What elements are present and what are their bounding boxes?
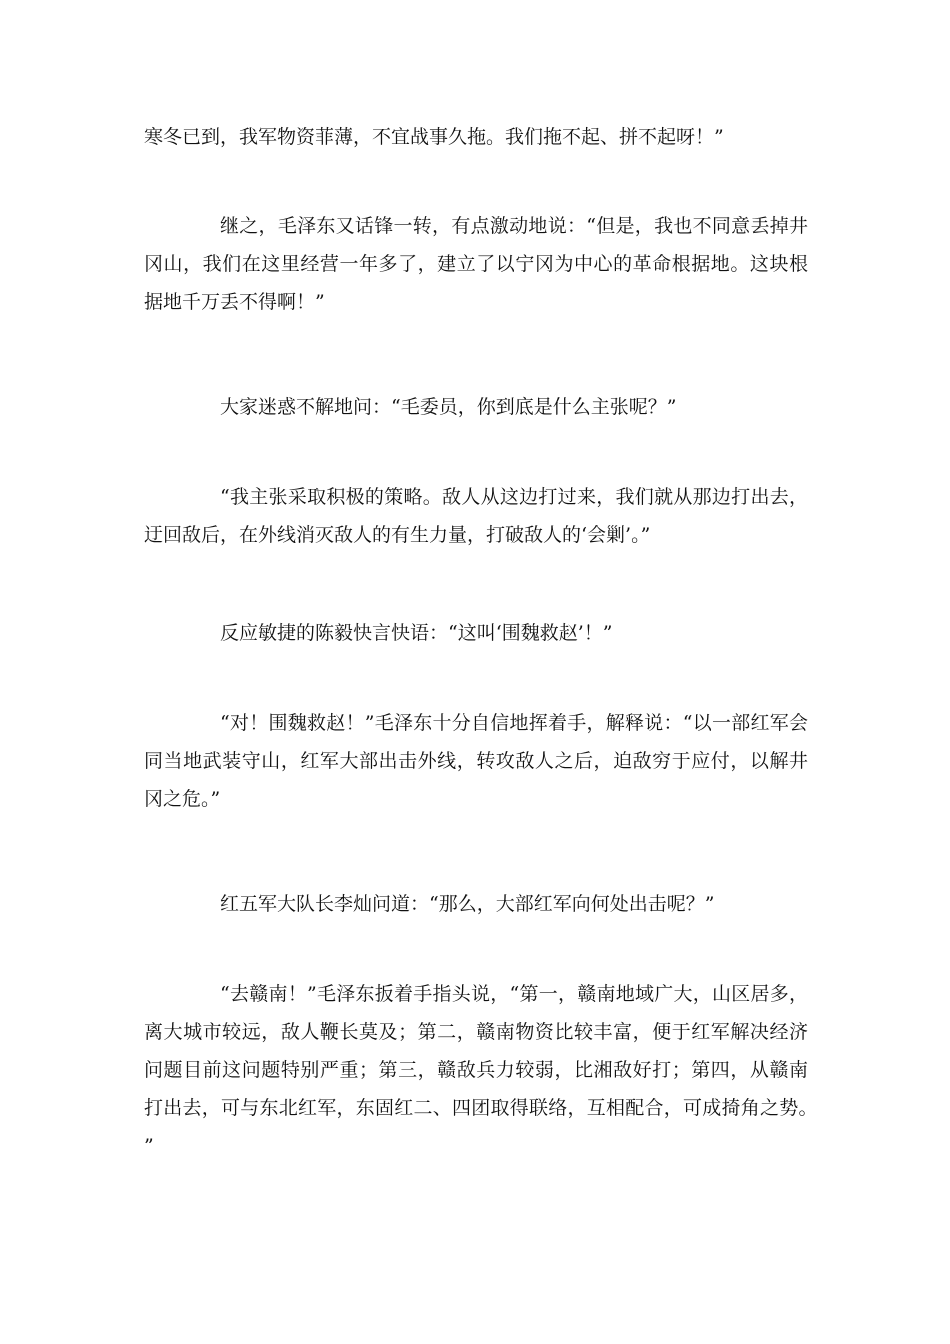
paragraph-2: 继之，毛泽东又话锋一转，有点激动地说：“但是，我也不同意丢掉井冈山，我们在这里经营一年多了，建立了以宁冈为中心的革命根据地。这块根据地千万丢不得啊！” (144, 215, 808, 313)
paragraph-5: 反应敏捷的陈毅快言快语：“这叫‘围魏救赵’！” (220, 622, 613, 644)
paragraph-4: “我主张采取积极的策略。敌人从这边打过来，我们就从那边打出去，迂回敌后，在外线消灭敌人的有生力量，打破敌人的‘会剿’。” (144, 486, 808, 546)
paragraph-8: “去赣南！”毛泽东扳着手指头说，“第一，赣南地域广大，山区居多，离大城市较远，敌人鞭长莫及；第二，赣南物资比较丰富，便于红军解决经济问题目前这问题特别严重；第三，赣敌兵力较弱，比湘敌好打；第四，从赣南打出去，可与东北红军，东固红二、四团取得联络，互相配合，可成掎角之势。” (144, 983, 808, 1157)
paragraph-1: 寒冬已到，我军物资菲薄，不宜战事久拖。我们拖不起、拼不起呀！” (144, 126, 724, 148)
paragraph-7: 红五军大队长李灿问道：“那么，大部红军向何处出击呢？” (220, 893, 715, 915)
paragraph-3: 大家迷惑不解地问：“毛委员，你到底是什么主张呢？” (220, 396, 677, 418)
paragraph-6: “对！围魏救赵！”毛泽东十分自信地挥着手，解释说：“以一部红军会同当地武装守山，红军大部出击外线，转攻敌人之后，迫敌穷于应付，以解井冈之危。” (144, 712, 808, 810)
